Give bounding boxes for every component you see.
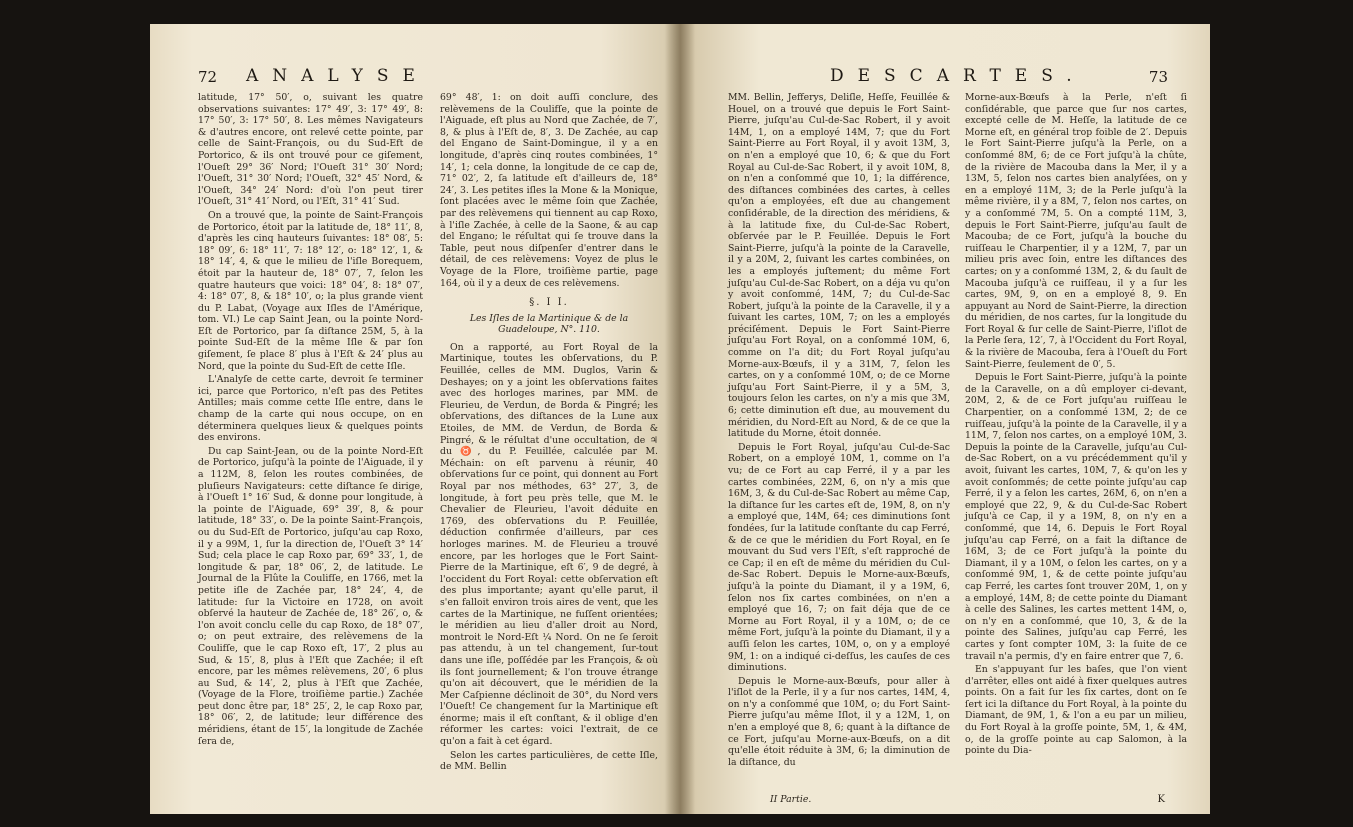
right-page-number: 73 (1148, 68, 1168, 86)
left-running-head: ANALYSE (246, 66, 429, 86)
signature-mark: K (1157, 794, 1165, 805)
left-column-1 (198, 92, 423, 749)
paragraph: On a rapporté, au Fort Royal de la Martinique, toutes les obſervations, du P. Feuillée, celles de MM. Duglos, Varin & Deshayes; on y a joint les obſervations faites avec des horloges marines, par MM. de Fleurieu, de Verdun, de Borda & Pingré; les obſervations, des diſtances de la Lune aux Etoiles, de MM. de Verdun, de Borda & Pingré, & le réſultat d'une occultation, de ♃ du ♉, du P. Feuillée, calculée par M. Méchain: on eſt parvenu à réunir, 40 obſervations ſur ce point, qui donnent au Fort Royal par nos méthodes, 63° 27′, 3, de longitude, à fort peu près telle, que M. le Chevalier de Fleurieu, l'avoit déduite en 1769, des obſervations du P. Feuillée, déduction confirmée d'ailleurs, par ces horloges marines. M. de Fleurieu a trouvé encore, par les horloges que le Fort Saint-Pierre de la Martinique, eſt 6′, 9 de degré, à l'occident du Fort Royal: cette obſervation eſt des plus importante; ayant qu'elle parut, il s'en falloit environ trois aires de vent, que les cartes de la Martinique, ne fuſſent orientées; le méridien au lieu d'aller droit au Nord, montroit le Nord-Eſt ¼ Nord. On ne ſe ſeroit pas attendu, à un tel changement, ſur-tout dans une iſle, poſſédée par les François, & où ils ſont journellement; & l'on trouve étrange qu'on ait découvert, que le méridien de la Mer Caſpienne déclinoit de 30°, du Nord vers l'Oueſt! Ce changement ſur la Martinique eſt énorme; mais il eſt conſtant, & il oblige d'en réformer les cartes: voici l'extrait, de ce qu'on a fait à cet égard. (440, 341, 658, 748)
paragraph: En s'appuyant ſur les baſes, que l'on vient d'arrêter, elles ont aidé à fixer quelques autres points. On a fait ſur les ſix cartes, dont on ſe ſert ici la diſtance du Fort Royal, à la pointe du Diamant, de 9M, 1, & l'on a eu par un milieu, du Fort Royal à la groſſe pointe, 5M, 1, & 4M, o, de la groſſe pointe au cap Salomon, à la pointe du Dia- (965, 664, 1187, 757)
paragraph: L'Analyſe de cette carte, devroit ſe terminer ici, parce que Portorico, n'eſt pas des Petites Antilles; mais comme cette Iſle entre, dans le champ de la carte qui nous occupe, on en déterminera quelques lieux & quelques points des environs. (198, 374, 423, 444)
footer-part: II Partie. (770, 794, 812, 805)
right-running-head: DESCARTES. (830, 66, 1086, 86)
paragraph: Selon les cartes particulières, de cette Iſle, de MM. Bellin (440, 749, 658, 773)
paragraph: Depuis le Morne-aux-Bœufs, pour aller à l'iſlot de la Perle, il y a ſur nos cartes, 14M, 4, on n'y a conſommé que 10M, o; du Fort Saint-Pierre juſqu'au même Iſlot, il y a 12M, 1, on n'en a employé que 8, 6; quant à la diſtance de ce Fort, juſqu'au Morne-aux-Bœufs, on a dit qu'elle étoit réduite à 3M, 6; la diminution de la diſtance, du (728, 675, 950, 768)
section-subtitle: Les Iſles de la Martinique & de la Guadeloupe, N°. 110. (469, 312, 629, 336)
paragraph: latitude, 17° 50′, o, suivant les quatre observations suivantes: 17° 49′, 3: 17° 49′, 8: 17° 50′, 3: 17° 50′, 8. Les mêmes Navigateurs & d'autres encore, ont relevé cette pointe, par celle de Saint-François, ou du Sud-Eft de Portorico, & ils ont trouvé pour ce giſement, l'Oueſt 29° 36′ Nord; l'Oueſt 31° 30′ Nord; l'Oueſt, 31° 30′ Nord; l'Oueſt, 32° 45′ Nord, & l'Oueſt, 34° 24′ Nord: d'où l'on peut tirer l'Oueſt, 31° 41′ Nord, ou l'Eſt, 31° 41′ Sud. (198, 92, 423, 208)
paragraph: Du cap Saint-Jean, ou de la pointe Nord-Eſt de Portorico, juſqu'à la pointe de l'Aiguade, il y a 112M, 8, ſelon les routes combinées, de pluſieurs Navigateurs: cette diſtance ſe dirige, à l'Oueſt 1° 16′ Sud, & donne pour longitude, à la pointe de l'Aiguade, 69° 39′, 8, & pour latitude, 18° 33′, o. De la pointe Saint-François, ou du Sud-Eſt de Portorico, juſqu'au cap Roxo, il y a 99M, 1, ſur la direction de, l'Oueſt 3° 14′ Sud; cela place le cap Roxo par, 69° 33′, 1, de longitude & par, 18° 06′, 2, de latitude. Le Journal de la Flûte la Coulifſe, en 1766, met la petite iſle de Zachée par, 18° 24′, 4, de latitude: ſur la Victoire en 1728, on avoit obſervé la hauteur de Zachée de, 18° 26′, o, & l'on avoit conclu celle du cap Roxo, de 18° 07′, o; on peut extraire, des relèvemens de la Coulifſe, que le cap Roxo eſt, 17′, 2 plus au Sud, & 15′, 8, plus à l'Eſt que Zachée; il eſt encore, par les mêmes relèvemens, 20′, 6 plus au Sud, & 14′, 2, plus à l'Eſt que Zachée, (Voyage de la Flore, troiſième partie.) Zachée peut donc être par, 18° 25′, 2, le cap Roxo par, 18° 06′, 2, de latitude; leur différence des méridiens, étant de 15′, la longitude de Zachée ſera de, (198, 445, 423, 747)
right-page (680, 24, 1210, 814)
paragraph: Depuis le Fort Saint-Pierre, juſqu'à la pointe de la Caravelle, on a dû employer ci-devant, 20M, 2, & de ce Fort juſqu'au ruiſſeau le Charpentier, on a conſommé 13M, 2; de ce ruiſſeau, juſqu'à la pointe de la Caravelle, il y a 11M, 7, ſelon nos cartes, on a employé 10M, 3. Depuis la pointe de la Caravelle, juſqu'au Cul-de-Sac Robert, on a vu précédemment qu'il y avoit, ſuivant les cartes, 10M, 7, & qu'on les y avoit conſommés; de cette pointe juſqu'au cap Ferré, il y a ſelon les cartes, 26M, 6, on n'en a employé que 22, 9, & du Cul-de-Sac Robert juſqu'à ce Cap, il y a 19M, 8, on n'y en a conſommé, que 14, 6. Depuis le Fort Royal juſqu'au cap Ferré, on a fait la diſtance de 16M, 3; de ce Fort juſqu'à la pointe du Diamant, il y a 10M, o ſelon les cartes, on y a conſommé 9M, 1, & de cette pointe juſqu'au cap Ferré, les cartes ſont trouver 20M, 1, on y a employé, 14M, 8; de cette pointe du Diamant à celle des Salines, les cartes mettent 14M, o, on n'y en a conſommé, que 10, 3, & de la pointe des Salines, juſqu'au cap Ferré, les cartes y ſont compter 10M, 3: la ſuite de ce travail n'a permis, d'y en faire entrer que 7, 6. (965, 372, 1187, 662)
open-book (150, 24, 1210, 814)
book-gutter (665, 24, 695, 814)
left-page-number: 72 (198, 68, 218, 86)
left-page (150, 24, 680, 814)
paragraph: 69° 48′, 1: on doit auſſi conclure, des relèvemens de la Coulifſe, que la pointe de l'Aiguade, eſt plus au Nord que Zachée, de 7′, 8, & plus à l'Eſt de, 8′, 3. De Zachée, au cap del Engano de Saint-Domingue, il y a en longitude, d'après cinq routes combinées, 1° 14′, 1; cela donne, la longitude de ce cap de, 71° 02′, 2, ſa latitude eſt d'ailleurs de, 18° 24′, 3. Les petites iſles la Mone & la Monique, ſont placées avec le même ſoin que Zachée, par des relèvemens qui tiennent au cap Roxo, à l'iſle Zachée, à celle de la Saone, & au cap del Engano; le réſultat qui ſe trouve dans la Table, peut nous diſpenſer d'entrer dans le détail, de ces relèvemens: Voyez de plus le Voyage de la Flore, troiſième partie, page 164, où il y a deux de ces relèvemens. (440, 92, 658, 289)
section-title: §. I I. (529, 297, 569, 309)
paragraph: Morne-aux-Bœufs à la Perle, n'eſt ſi conſidérable, que parce que ſur nos cartes, excepté celle de M. Heſſe, la latitude de ce Morne eſt, en général trop foible de 2′. Depuis le Fort Saint-Pierre juſqu'à la Perle, on a conſommé 8M, 6; de ce Fort juſqu'à la chûte, de la rivière de Macouba dans la Mer, il y a 13M, 5, ſelon nos cartes bien analyſées, on y en a employé 11M, 3; de la Perle juſqu'à la même rivière, il y a 8M, 7, ſelon nos cartes, on y a conſommé 7M, 5. On a compté 11M, 3, depuis le Fort Saint-Pierre, juſqu'au ſault de Macouba; de ce Fort, juſqu'à la bouche du ruiſſeau le Charpentier, il y a 12M, 7, par un milieu pris avec ſoin, entre les diſtances des cartes; on y a conſommé 13M, 2, & du ſault de Macouba juſqu'à ce ruiſſeau, il y a ſur les cartes, 9M, 9, on en a employé 8, 9. En appuyant au Nord de Saint-Pierre, la direction du méridien, de nos cartes, ſur la longitude du Fort Royal & ſur celle de Saint-Pierre, l'iſlot de la Perle ſera, 12′, 7, à l'Occident du Fort Royal, & la rivière de Macouba, ſera à l'Oueſt du Fort Saint-Pierre, ſeulement de 0′, 5. (965, 92, 1187, 370)
left-column-2 (440, 92, 658, 775)
paragraph: Depuis le Fort Royal, juſqu'au Cul-de-Sac Robert, on a employé 10M, 1, comme on l'a vu; de ce Fort au cap Ferré, il y a par les cartes combinées, 22M, 6, on n'y a mis que 16M, 3, & du Cul-de-Sac Robert au même Cap, la diſtance ſur les cartes eſt de, 19M, 8, on n'y a employé que, 14M, 64; ces diminutions ſont fondées, ſur la latitude conſtante du cap Ferré, & de ce que le méridien du Fort Royal, en ſe mouvant du Sud vers l'Eſt, s'eſt rapproché de ce Cap; il en eſt de même du méridien du Cul-de-Sac Robert. Depuis le Morne-aux-Bœufs, juſqu'à la pointe du Diamant, il y a 19M, 6, ſelon nos ſix cartes combinées, on n'en a employé que 16, 7; on fait déja que de ce Morne au Fort Royal, il y a 10M, o; de ce même Fort, juſqu'à la pointe du Diamant, il y a auſſi ſelon les cartes, 10M, o, on y a employé 9M, 1: on a indiqué ci-deſſus, les cauſes de ces diminutions. (728, 441, 950, 674)
right-column-1 (728, 92, 950, 770)
right-column-2 (965, 92, 1187, 759)
paragraph: MM. Bellin, Jefferys, Deliſle, Heſſe, Feuillée & Houel, on a trouvé que depuis le Fort Saint-Pierre, juſqu'au Cul-de-Sac Robert, il y avoit 14M, 1, on a employé 14M, 7; que du Fort Saint-Pierre au Fort Royal, il y avoit 13M, 3, on n'en a employé que 10, 6; & que du Fort Royal au Cul-de-Sac Robert, il y avoit 10M, 8, on n'en a conſommé que 10, 1; la différence, des diſtances combinées des cartes, à celles qu'on a employées, eſt due au changement conſidérable, de la direction des méridiens, & à la latitude fixe, du Cul-de-Sac Robert, obſervée par le P. Feuillée. Depuis le Fort Saint-Pierre, juſqu'à la pointe de la Caravelle, il y a 20M, 2, ſuivant les cartes combinées, on les a employés juſtement; du même Fort juſqu'au Cul-de-Sac Robert, on a déja vu qu'on y avoit conſommé, 14M, 7; du Cul-de-Sac Robert, juſqu'à la pointe de la Caravelle, il y a ſuivant les cartes, 10M, 7; on les a employés préciſément. Depuis le Fort Saint-Pierre juſqu'au Fort Royal, on a conſommé 10M, 6, comme on l'a dit; du Fort Royal juſqu'au Morne-aux-Bœufs, il y a 31M, 7, ſelon les cartes, on y a conſommé 10M, o; de ce Morne juſqu'au Fort Saint-Pierre, il y a 5M, 3, toujours ſelon les cartes, on n'y a mis que 3M, 6; cette diminution eſt due, au mouvement du méridien, du Nord-Eſt au Nord, & de ce que la latitude du Morne, étoit donnée. (728, 92, 950, 440)
paragraph: On a trouvé que, la pointe de Saint-François de Portorico, étoit par la latitude de, 18° 11′, 8, d'après les cinq hauteurs ſuivantes: 18° 08′, 5: 18° 09′, 6: 18° 11′, 7: 18° 12′, o: 18° 12′, 1, & 18° 14′, 4, & que le milieu de l'iſle Borequem, étoit par la hauteur de, 18° 07′, 7, ſelon les quatre hauteurs que voici: 18° 04′, 8: 18° 07′, 4: 18° 07′, 8, & 18° 10′, o; la plus grande vient du P. Labat, (Voyage aux Iſles de l'Amérique, tom. VI.) Le cap Saint Jean, ou la pointe Nord-Eſt de Portorico, par ſa diſtance 25M, 5, à la pointe Sud-Eſt de la même Iſle & par ſon giſement, ſe place 8′ plus à l'Eſt & 24′ plus au Nord, que la pointe du Sud-Eſt de cette Iſle. (198, 209, 423, 372)
